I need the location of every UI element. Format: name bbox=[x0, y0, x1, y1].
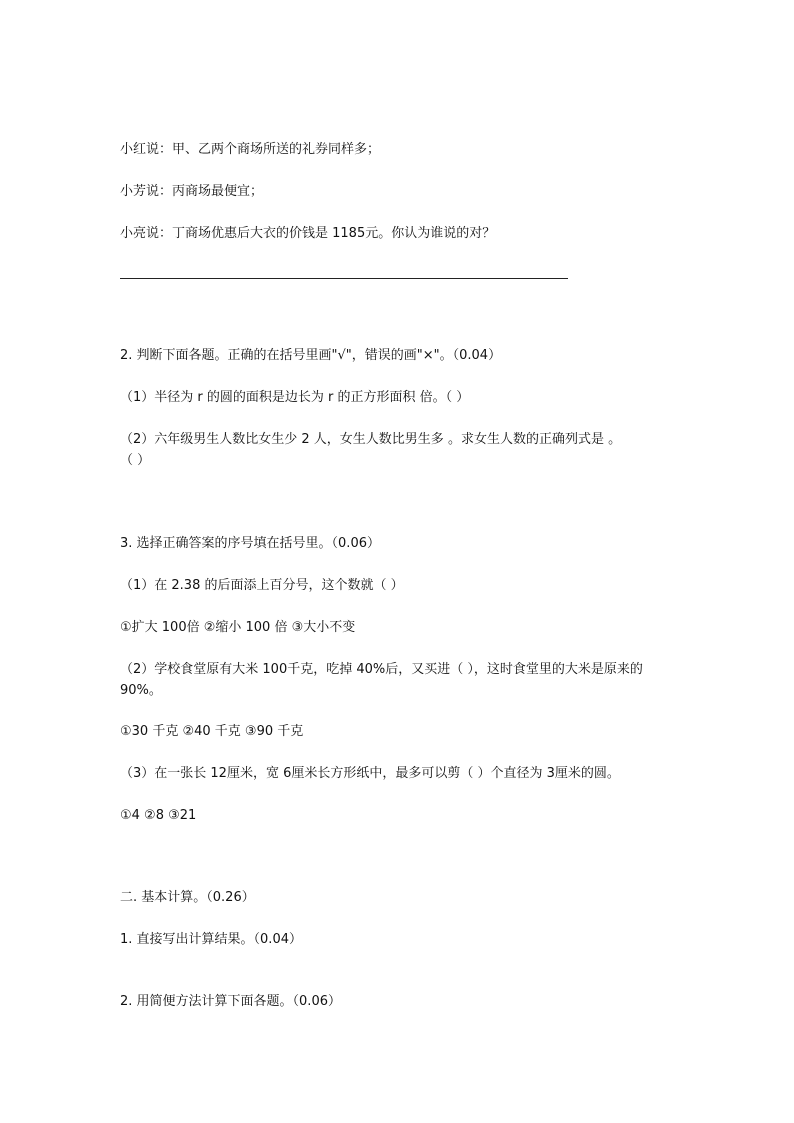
choice-question-1: （1）在 2.38 的后面添上百分号，这个数就（ ） bbox=[120, 578, 404, 593]
statement-xiaofang: 小芳说：丙商场最便宜； bbox=[120, 184, 264, 199]
choice-question-2-options: ①30 千克 ②40 千克 ③90 千克 bbox=[120, 724, 304, 739]
judge-section-heading: 2. 判断下面各题。正确的在括号里画"√"，错误的画"×"。（0.04） bbox=[120, 348, 502, 363]
choice-section-heading: 3. 选择正确答案的序号填在括号里。（0.06） bbox=[120, 536, 380, 551]
judge-question-2: （2）六年级男生人数比女生少 2 人，女生人数比男生多 。求女生人数的正确列式是 。 bbox=[120, 432, 622, 447]
calc-item-2: 2. 用简便方法计算下面各题。（0.06） bbox=[120, 994, 341, 1009]
calc-item-1: 1. 直接写出计算结果。（0.04） bbox=[120, 932, 302, 947]
choice-question-3-options: ①4 ②8 ③21 bbox=[120, 808, 197, 823]
choice-question-1-options: ①扩大 100倍 ②缩小 100 倍 ③大小不变 bbox=[120, 620, 356, 635]
statement-xiaoliang: 小亮说：丁商场优惠后大衣的价钱是 1185元。你认为谁说的对？ bbox=[120, 226, 496, 241]
judge-question-1: （1）半径为 r 的圆的面积是边长为 r 的正方形面积 倍。（ ） bbox=[120, 390, 470, 405]
choice-question-3: （3）在一张长 12厘米，宽 6厘米长方形纸中，最多可以剪（ ）个直径为 3厘米的圆。 bbox=[120, 766, 620, 781]
choice-question-2: （2）学校食堂原有大米 100千克，吃掉 40%后，又买进（ ），这时食堂里的大米是原来的 bbox=[120, 662, 643, 677]
calc-section-heading: 二. 基本计算。（0.26） bbox=[120, 890, 255, 905]
statement-xiaohong: 小红说：甲、乙两个商场所送的礼券同样多； bbox=[120, 142, 381, 157]
choice-question-2-cont: 90%。 bbox=[120, 683, 162, 698]
judge-question-2-bracket: （ ） bbox=[120, 453, 151, 468]
answer-line bbox=[120, 278, 568, 279]
